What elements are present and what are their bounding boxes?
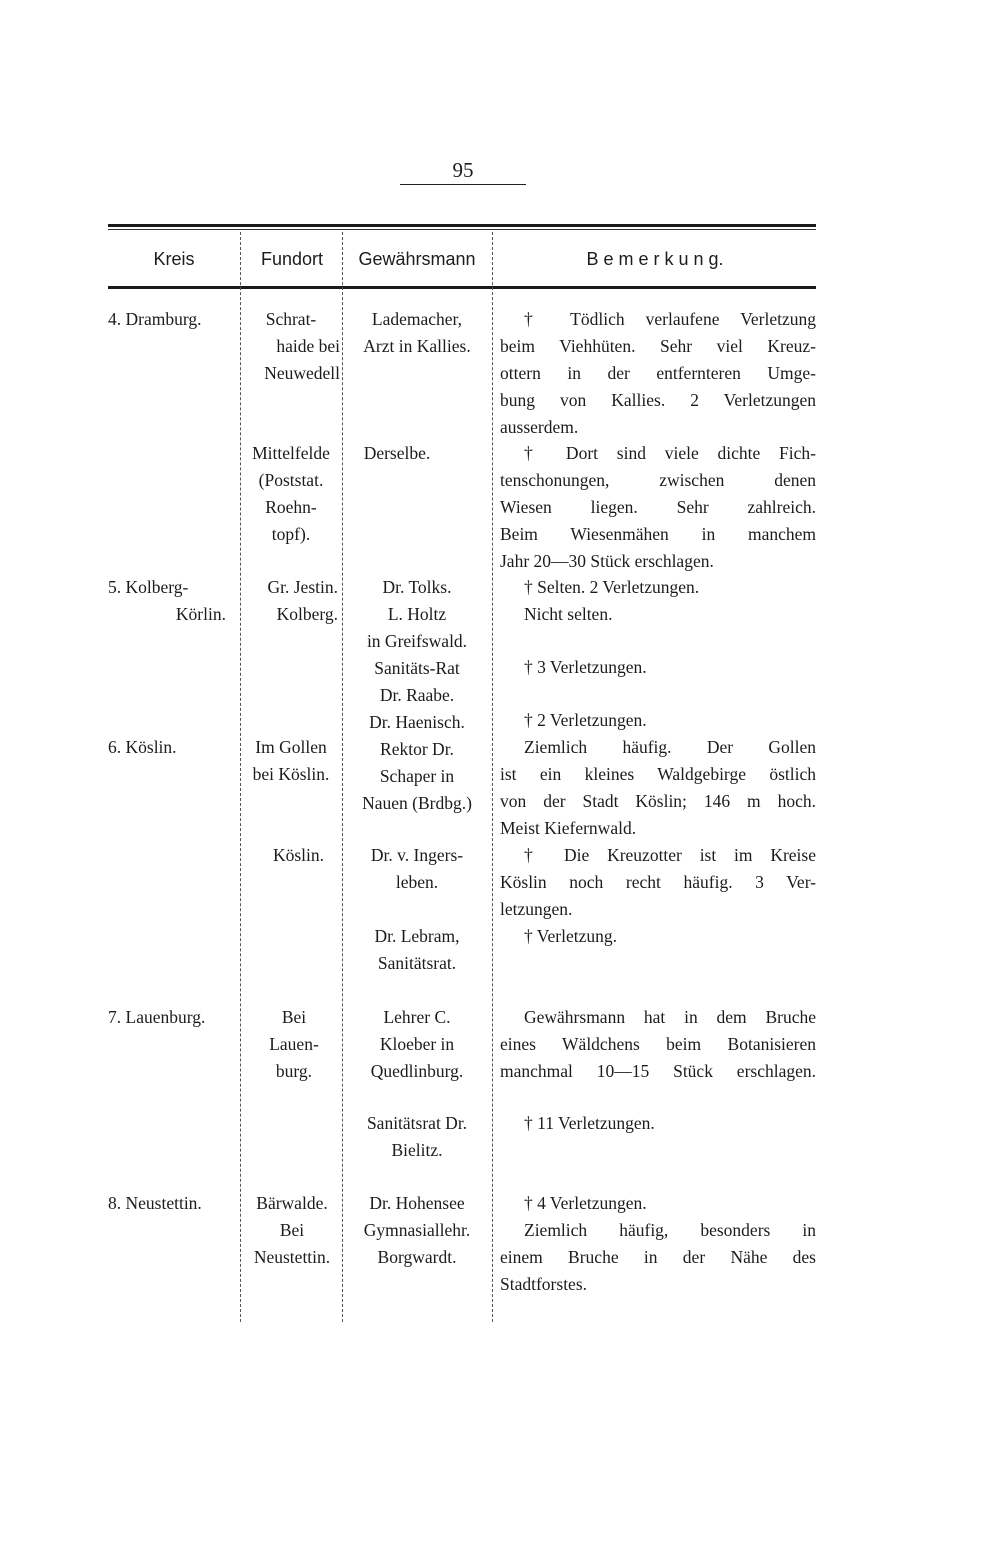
kreis-cell bbox=[108, 306, 238, 333]
table-header-rule bbox=[108, 286, 816, 289]
gewaehrsmann-line: L. Holtz bbox=[387, 604, 447, 624]
kreis-line: 4. Dramburg. bbox=[108, 309, 202, 329]
kreis-cell bbox=[108, 1190, 238, 1217]
fundort-line: Neustettin. bbox=[253, 1247, 331, 1267]
table-top-rule bbox=[108, 224, 816, 227]
fundort-line: bei Köslin. bbox=[252, 764, 330, 784]
bemerkung-cell bbox=[500, 1004, 816, 1085]
gewaehrsmann-line: Sanitätsrat. bbox=[377, 953, 457, 973]
bemerkung-cell bbox=[500, 440, 816, 575]
gewaehrsmann-line: Nauen (Brdbg.) bbox=[362, 793, 472, 813]
gewaehrsmann-cell bbox=[343, 306, 491, 360]
bemerkung-line: tenschonungen, zwischen denen bbox=[500, 470, 816, 490]
gewaehrsmann-line: Schaper in bbox=[379, 766, 455, 786]
page-number-rule bbox=[400, 184, 526, 185]
bemerkung-line: † 2 Verletzungen. bbox=[524, 710, 647, 730]
table-top-thin-rule bbox=[108, 229, 816, 230]
gewaehrsmann-line: Bielitz. bbox=[391, 1140, 443, 1160]
bemerkung-line: beim Viehhüten. Sehr viel Kreuz- bbox=[500, 336, 816, 356]
kreis-cell bbox=[108, 574, 226, 628]
gewaehrsmann-cell bbox=[343, 842, 491, 896]
bemerkung-line: † Selten. 2 Verletzungen. bbox=[524, 577, 700, 597]
bemerkung-line: Stadtforstes. bbox=[500, 1274, 588, 1294]
fundort-cell bbox=[240, 734, 342, 788]
kreis-cell bbox=[108, 1004, 240, 1031]
fundort-line: Im Gollen bbox=[255, 737, 327, 757]
fundort-cell bbox=[242, 1004, 346, 1085]
kreis-line: Körlin. bbox=[175, 604, 226, 624]
bemerkung-line: † Die Kreuzotter ist im Kreise bbox=[524, 845, 816, 865]
fundort-line: Mittelfelde bbox=[252, 443, 330, 463]
gewaehrsmann-line: Derselbe. bbox=[363, 443, 431, 463]
bemerkung-line: Meist Kiefernwald. bbox=[500, 818, 637, 838]
bemerkung-line: Beim Wiesenmähen in manchem bbox=[500, 524, 816, 544]
bemerkung-line: einem Bruche in der Nähe des bbox=[500, 1247, 816, 1267]
gewaehrsmann-cell bbox=[343, 1110, 491, 1164]
fundort-line: Köslin. bbox=[272, 845, 324, 865]
bemerkung-cell bbox=[524, 574, 816, 628]
gewaehrsmann-cell bbox=[343, 923, 491, 977]
bemerkung-cell bbox=[524, 654, 816, 681]
bemerkung-line: von der Stadt Köslin; 146 m hoch. bbox=[500, 791, 816, 811]
gewaehrsmann-line: Gymnasiallehr. bbox=[363, 1220, 471, 1240]
gewaehrsmann-cell bbox=[343, 574, 491, 817]
gewaehrsmann-line: leben. bbox=[395, 872, 439, 892]
bemerkung-line: † 3 Verletzungen. bbox=[524, 657, 647, 677]
gewaehrsmann-line: Dr. Lebram, bbox=[374, 926, 460, 946]
gewaehrsmann-line: Dr. v. Ingers- bbox=[370, 845, 464, 865]
fundort-line: Gr. Jestin. bbox=[267, 577, 338, 597]
fundort-line: haide bei bbox=[276, 336, 340, 356]
gewaehrsmann-line: Sanitäts-Rat bbox=[374, 658, 460, 678]
gewaehrsmann-line: Sanitätsrat Dr. bbox=[366, 1113, 468, 1133]
bemerkung-cell bbox=[500, 306, 816, 441]
kreis-line: 8. Neustettin. bbox=[108, 1193, 202, 1213]
fundort-cell bbox=[242, 440, 340, 548]
gewaehrsmann-line: Dr. Raabe. bbox=[379, 685, 455, 705]
gewaehrsmann-cell bbox=[343, 1190, 491, 1271]
bemerkung-line: Nicht selten. bbox=[524, 604, 613, 624]
gewaehrsmann-line: Rektor Dr. bbox=[380, 739, 454, 759]
bemerkung-cell bbox=[524, 923, 816, 950]
gewaehrsmann-line: Lehrer C. bbox=[383, 1007, 451, 1027]
header-kreis: Kreis bbox=[153, 249, 195, 269]
gewaehrsmann-cell bbox=[343, 440, 451, 467]
bemerkung-line: Jahr 20—30 Stück erschlagen. bbox=[500, 551, 714, 571]
bemerkung-line: ist ein kleines Waldgebirge östlich bbox=[500, 764, 816, 784]
header-fundort: Fundort bbox=[260, 249, 324, 269]
fundort-cell bbox=[242, 842, 324, 869]
gewaehrsmann-line: Dr. Tolks. bbox=[382, 577, 452, 597]
kreis-line: 7. Lauenburg. bbox=[108, 1007, 206, 1027]
bemerkung-line: Ziemlich häufig, besonders in bbox=[524, 1220, 816, 1240]
gewaehrsmann-line: in Greifswald. bbox=[366, 631, 468, 651]
bemerkung-line: † 4 Verletzungen. bbox=[524, 1193, 647, 1213]
fundort-cell bbox=[242, 574, 338, 628]
fundort-line: topf). bbox=[271, 524, 311, 544]
kreis-cell bbox=[108, 734, 238, 761]
gewaehrsmann-cell bbox=[343, 1004, 491, 1085]
page-number: 95 bbox=[452, 158, 474, 182]
bemerkung-cell bbox=[524, 1110, 816, 1137]
bemerkung-line: † 11 Verletzungen. bbox=[524, 1113, 655, 1133]
gewaehrsmann-line: Quedlinburg. bbox=[370, 1061, 464, 1081]
bemerkung-cell bbox=[500, 707, 816, 842]
header-bemerkung: B e m e r k u n g. bbox=[586, 249, 724, 269]
fundort-line: Bei bbox=[279, 1220, 305, 1240]
bemerkung-line: † Tödlich verlaufene Verletzung bbox=[524, 309, 816, 329]
gewaehrsmann-line: Arzt in Kallies. bbox=[363, 336, 471, 356]
gewaehrsmann-line: Dr. Haenisch. bbox=[369, 712, 465, 732]
fundort-line: burg. bbox=[275, 1061, 313, 1081]
bemerkung-line: † Dort sind viele dichte Fich- bbox=[524, 443, 816, 463]
bemerkung-line: letzungen. bbox=[500, 899, 573, 919]
fundort-line: Bärwalde. bbox=[256, 1193, 328, 1213]
fundort-line: Lauen- bbox=[269, 1034, 319, 1054]
fundort-line: Kolberg. bbox=[276, 604, 338, 624]
header-gewaehrsmann: Gewährsmann bbox=[358, 249, 476, 269]
bemerkung-line: eines Wäldchens beim Botanisieren bbox=[500, 1034, 816, 1054]
kreis-line: 6. Köslin. bbox=[108, 737, 177, 757]
fundort-line: Neuwedell bbox=[264, 363, 340, 383]
gewaehrsmann-line: Kloeber in bbox=[379, 1034, 455, 1054]
fundort-line: (Poststat. bbox=[258, 470, 324, 490]
bemerkung-line: Köslin noch recht häufig. 3 Ver- bbox=[500, 872, 816, 892]
bemerkung-line: Wiesen liegen. Sehr zahlreich. bbox=[500, 497, 816, 517]
kreis-line: 5. Kolberg- bbox=[108, 577, 189, 597]
fundort-line: Bei bbox=[281, 1007, 307, 1027]
bemerkung-line: Ziemlich häufig. Der Gollen bbox=[524, 737, 816, 757]
bemerkung-line: † Verletzung. bbox=[524, 926, 617, 946]
bemerkung-cell bbox=[500, 1190, 816, 1298]
gewaehrsmann-line: Dr. Hohensee bbox=[369, 1193, 465, 1213]
gewaehrsmann-line: Lademacher, bbox=[371, 309, 463, 329]
bemerkung-line: ausserdem. bbox=[500, 417, 579, 437]
bemerkung-cell bbox=[500, 842, 816, 923]
bemerkung-line: ottern in der entfernteren Umge- bbox=[500, 363, 816, 383]
gewaehrsmann-line: Borgwardt. bbox=[377, 1247, 457, 1267]
fundort-line: Schrat- bbox=[265, 309, 317, 329]
fundort-cell bbox=[242, 1190, 342, 1271]
column-separator-gewaehrsmann-bemerkung bbox=[492, 232, 493, 1322]
bemerkung-line: manchmal 10—15 Stück erschlagen. bbox=[500, 1061, 816, 1081]
fundort-line: Roehn- bbox=[265, 497, 317, 517]
fundort-cell bbox=[242, 306, 340, 387]
bemerkung-line: Gewährsmann hat in dem Bruche bbox=[524, 1007, 816, 1027]
bemerkung-line: bung von Kallies. 2 Verletzungen bbox=[500, 390, 816, 410]
